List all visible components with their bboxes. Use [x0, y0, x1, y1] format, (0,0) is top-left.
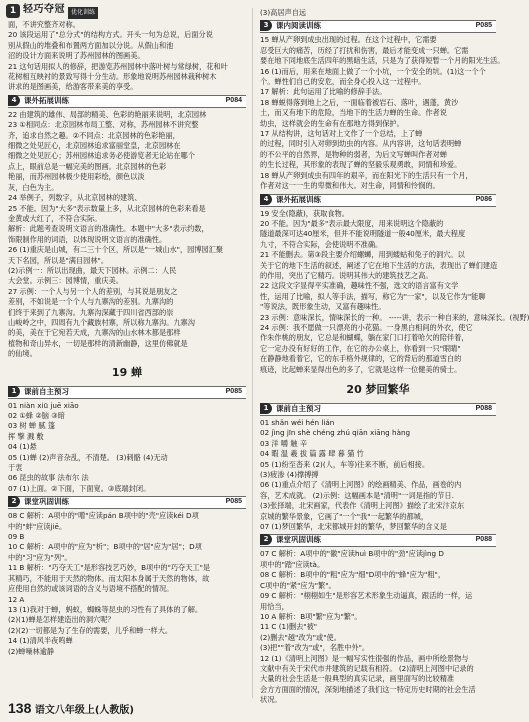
text-line: 九寸，不符合实际，会使说明不准确。: [260, 239, 383, 249]
text-line: 幼虫，这样就会的生命有在那地方得到保护。: [260, 118, 404, 128]
section-page-ref: P085: [225, 387, 242, 395]
header-bar: [4, 2, 244, 20]
text-line: 22 由建筑的雄伟、局部的精美、色彩的艳丽来说明，北京园林: [8, 109, 207, 119]
text-line: 20 不能。因为"最多"表示最大限度，用来说明这个隐蔽的: [260, 218, 444, 228]
text-line: 天下名园，所以是"满目园林"。: [8, 255, 109, 265]
section-number: 3: [260, 20, 272, 31]
text-line: 的不公平的自然界，是物种的弱者，为后文写蝉叫作者对蝉: [260, 149, 447, 159]
text-line: 艳丽，而苏州园林极少使用彩绘，颜色以淡: [8, 172, 145, 182]
section-band-left-2: [8, 386, 246, 399]
text-line: 09 B: [8, 532, 25, 542]
text-line: 27 示例：一个人与另一个人的差别，与其说是朋友之: [8, 286, 178, 296]
text-line: 在静静地看着它，它的东手格外规律的，它的背后的那道雪白的: [260, 354, 462, 364]
right-text-block-b: [260, 35, 505, 191]
text-line: 的过程，同时引入对卵到幼虫的内容。从内容讲，这句话表明蝉: [260, 139, 462, 149]
text-line: 痕迹，比起蝉来显得出色的多了，它就是这样一位健美的骑士。: [260, 364, 462, 374]
text-line: 的生长过程，其形象的表现了蝉的坚毅乐观勇敢，同情和珍爱。: [260, 160, 462, 170]
section-number: 4: [8, 95, 20, 106]
text-line: 点上，眼前总是一幅完美的图画。北京园林的色彩: [8, 161, 167, 171]
section-band-right-3: [260, 403, 496, 416]
section-page-ref: P086: [475, 195, 492, 203]
text-line: 12 (1)《清明上河图》是一幅写实性很强的作品，画中所绘景物与: [260, 653, 469, 663]
text-line: 12 A: [8, 594, 25, 604]
text-line: 文献中有关于宋代市井建筑的记载有相符。 (2)清明上河图中记录的: [260, 663, 474, 673]
text-line: 25 不能。因为"大多"表示数量上多，从北京园林的色彩来看是: [8, 203, 206, 213]
section-number: 4: [260, 194, 272, 205]
section-number: 1: [260, 403, 272, 414]
left-text-block-b: [8, 110, 246, 360]
text-line: 08 C 解析：B项中的"粗"应为"细"D项中的"蜂"应为"粗"，: [260, 570, 446, 580]
text-line: 细微之处见匠心；苏州园林追求务必使游览者无论站在哪个: [8, 151, 195, 161]
section-number: 2: [8, 496, 20, 507]
text-line: 差别，不如说是一个个人与九寨沟的差别。九寨沟的: [8, 297, 174, 307]
text-line: 土，而又有地下的危险，当地下的生活力蝉的生命。作者说: [260, 108, 447, 118]
text-line: 的仙境。: [8, 349, 37, 359]
text-line: 07 (1)上面。②下面，下面宽。③底端封闭。: [8, 483, 151, 493]
text-line: (2)(2)一切都是为了生存的需要，儿乎和蝉一样大。: [8, 625, 173, 635]
left-column: [8, 20, 246, 657]
text-line: 挥 擎 溅 敷: [8, 431, 44, 441]
text-line: 它一定办没有好好的工作，在它的办公桌上，你看到一只"眼睛": [260, 343, 461, 353]
text-line: 植物和奇山异水，一切是那样的清新幽静，这里仿佛就是: [8, 338, 188, 348]
text-line: 应使用自然的或该词语的含义与语境不搭配的情况。: [8, 584, 174, 594]
text-line: 14 (1)清风半夜鸣蝉: [8, 636, 73, 646]
text-line: 个。蝉性们自己的安危，而全身心投入这一过程中。: [260, 77, 426, 87]
left-text-block-a: [8, 20, 246, 93]
section-title: 课堂巩固训练: [24, 497, 69, 507]
text-line: 16 (1)而后，用来在地面上做了一个小坑，一个安全的坑。(1)这一个个: [260, 66, 486, 76]
text-line: 23 ①相同点：北京园林布局工整、对称，苏州园林不讲究整: [8, 120, 199, 130]
text-line: 06 (1)重点介绍了《清明上河图》的绘画精美、作品，画卷的内: [260, 480, 462, 490]
text-line: 沼的设计方面来说明了苏州园林的图画美。: [8, 51, 145, 61]
text-line: 23 示例：意味深长，情味深长的一种。 -----讲，表示一种自来的，意味深长。(视野): [260, 312, 529, 322]
text-line: 01 niàn xiū juē xiāo: [8, 400, 79, 410]
text-line: 17 解析：此句运用了比喻的修辞手法。: [260, 87, 387, 97]
text-line: 19 安全(隐蔽)，获取食物。: [260, 208, 349, 218]
section-title: 课前自主预习: [276, 404, 321, 413]
section-page-ref: P085: [225, 498, 242, 506]
text-line: 03 洋 嚼 触 辛: [260, 438, 308, 448]
text-line: 15 蝉从产卵到成虫出现的过程。在这个过程中，它需要: [260, 35, 437, 45]
text-line: 面，不讲究整齐对称。: [8, 20, 80, 29]
text-line: "等说法，既形象生动，又富有趣味性。: [260, 302, 386, 312]
text-line: 05 (1)纷至沓来 (2)(人，车等)往来不断，前后相接。: [260, 459, 430, 469]
section-band-left-3: [8, 496, 246, 509]
text-line: 要在地下同地底生活四年的黑暗生活，只是为了获得短暂一个月的阳光生活。: [260, 56, 505, 66]
section-title: 课前自主预习: [24, 386, 69, 396]
text-line: (2)删去"越"改为"或"使。: [260, 632, 341, 642]
text-line: 细微之处见匠心，北京园林追求富丽堂皇，北京园林在: [8, 141, 181, 151]
text-line: 24 举例子，列数字，从北京园林的建筑、: [8, 193, 142, 203]
section-title: 课外拓展训练: [276, 194, 321, 204]
text-line: C项中的"紧"应为"繁"。: [260, 580, 336, 590]
text-line: 会方方面面的情况，深刻地描述了我们这一特定历史时期的社会生活: [260, 684, 476, 694]
text-line: (2)蝉噪林逾静: [8, 646, 55, 656]
text-line: 06 昆虫的故事 法布尔 法: [8, 473, 89, 483]
text-line: 山峻岭之中，四周有九个藏族村寨，所以称九寨沟。九寨沟: [8, 317, 195, 327]
text-line: 作朱作桃的朋友，它总是和蝴蝶，躺在家门口打着哈欠的陪伴着，: [260, 333, 469, 343]
left-text-block-d: [8, 511, 246, 657]
text-line: 26 (1)重庆是山城，有二三十个区，所以是"一城山水"，园博园汇聚: [8, 245, 224, 255]
text-line: (3)张择端，北宋画家，代表作《清明上河图》描绘了北宋汴京东: [260, 501, 465, 511]
left-text-block-c: [8, 401, 246, 495]
text-line: 们终于来到了九寨沟。九寨沟深藏于四川省西部的崇: [8, 307, 174, 317]
text-line: 18 蝉从产卵到成虫有四年的艰辛，而在阳光下的生活只有一个月，: [260, 170, 473, 180]
text-line: 其精巧，不能用于天然的物体。而太阳本身属于天然的物体，故: [8, 573, 210, 583]
text-line: 项中的"踏"应读tà。: [260, 559, 325, 569]
text-line: 07 (1)梦回繁华，北宋都城开封的繁华，梦回繁华的含义是: [260, 522, 447, 532]
text-line: 隧道最深可达40厘米，但并不能说明隧道一般40厘米，最大程度: [260, 229, 466, 239]
text-line: 24 示例：我不愿做一只漂亮的小花猫。一身黑白相间的外衣，使它: [260, 322, 473, 332]
text-line: 于衷: [8, 463, 23, 473]
text-line: 中的"蚌"应读jiē。: [8, 521, 67, 531]
text-line: 03 树 蝉 腻 篷: [8, 421, 56, 431]
text-line: 容，艺术成就。 (2)示例：这幅画本是"清明"一词是指的节日.: [260, 490, 454, 500]
text-line: 中的"习"应为"列"。: [8, 552, 72, 562]
section-band-right-1: [260, 20, 496, 33]
text-line: 作者对这一一生的卑微和伟大。对生命，同情和怜悯的。: [260, 181, 440, 191]
text-line: 10 C 解析：A项中的"应为"析"；B项中的"居"应为"居"；D项: [8, 542, 202, 552]
right-column: [260, 8, 529, 706]
text-line: 大会堂。示例三：园博情，重庆美。: [8, 276, 124, 286]
section-band-left-1: [8, 95, 246, 108]
right-text-block-d: [260, 418, 496, 532]
section-page-ref: P088: [475, 405, 492, 412]
brand-title: 轻巧夺冠: [23, 4, 65, 15]
section-page-ref: P088: [475, 536, 492, 544]
text-line: 13 (1)我对于蝉，蚂蚁，蜘蛛等昆虫的习性有了具体的了解。: [8, 604, 203, 614]
text-line: 02 jìng jīn shè chéng zhú qiān xiāng hàng: [260, 428, 411, 438]
text-line: 11 C (1)删去"被": [260, 622, 318, 632]
text-line: (2)(1)蝉是怎样建造出的洞穴呢？: [8, 615, 115, 625]
text-line: 07 C 解析：A项中的"徽"应读huì B项中的"劲"应读jìng D: [260, 549, 444, 559]
text-line: 22 这段文字显得平实准确，趣味性不强，选文的语言富有文学: [260, 281, 459, 291]
text-line: 关于它的地下生活的叙述，阐述了它在地下生活的方法，表现出了蝉们建造: [260, 260, 498, 270]
text-line: 大量的社会生活是一般典型的真实记录，画里面写的比较精准: [260, 674, 455, 684]
text-line: (3)疲渗 (4)撑搏搏: [260, 470, 319, 480]
section-page-ref: P084: [225, 96, 242, 104]
text-line: (3)高居声自远: [260, 8, 307, 17]
section-number: 2: [260, 534, 272, 545]
text-line: 21 这句话用拟人的修辞，把游览苏州园林中落叶树与常绿树，花和叶: [8, 61, 228, 71]
page-footer: [8, 700, 134, 716]
text-line: 齐，追求自然之趣。②不同点：北京园林的色彩艳丽，: [8, 130, 180, 140]
text-line: 饰限制作用的词语，以体现说明文语言的准确性。: [8, 234, 167, 244]
section-title: 课堂巩固训练: [276, 535, 321, 545]
text-line: 18 蝉蜕得落到地上之后，一面临着被岩石、落叶，遇蓬，黄沙: [260, 97, 459, 107]
text-line: 状况。: [260, 695, 282, 705]
section-title: 课外拓展训练: [24, 95, 69, 105]
section-band-right-4: [260, 534, 496, 547]
brand-logo-icon: 1: [6, 4, 20, 18]
text-line: 性，运用了比喻，拟人等手法，描写，称它为"一家"，以及它作为"能聊: [260, 291, 486, 301]
lesson-title: 20 梦回繁华: [346, 383, 410, 396]
brand-subtitle: 优化训练: [68, 7, 98, 19]
page-number: 138: [8, 700, 32, 716]
text-line: 讲求的是图画美，给游客带来美的享受。: [8, 82, 138, 92]
text-line: 11 B 解析："巧夺天工"是形容技艺巧妙，B项中的"巧夺天工"是: [8, 563, 211, 573]
text-line: 的美，美在于它宛若天成，九寨沟的山水林木都是那样: [8, 328, 181, 338]
text-line: (3)把""着"改为"或"，名胜中外"。: [260, 643, 370, 653]
text-line: 的作用，突出了它精巧。说明其伟大的建筑技艺之高。: [260, 270, 433, 280]
text-line: 01 shǎn wéi hén lián: [260, 418, 335, 427]
text-line: 04 暇 温 羲 拔 篇 露 肆 暮 猫 竹: [260, 449, 364, 459]
text-line: 用恰当，: [260, 601, 289, 611]
text-line: 05 (1)蝉 (2)声音杂乱，不清楚。 (3)刺骼 (4)无动: [8, 452, 168, 462]
right-text-block-c: [260, 208, 529, 376]
text-line: 金黄或大红了，不符合实际。: [8, 213, 102, 223]
text-line: 17 从结构讲，这句话对上文作了一个总结，上了蝉: [260, 129, 423, 139]
text-line: 09 C 解析："栩栩如生"是形容艺术形象生动逼真，跟活的一样，运: [260, 591, 473, 601]
section-title: 课内阅读训练: [276, 21, 321, 31]
text-line: 解析：此题考查说明文语言的准确性。本题中"大多"表示约数，: [8, 224, 209, 234]
text-line: 10 A 解析：B项"繁"应为"繁"。: [260, 611, 362, 621]
book-title: 语文八年级上(人教版): [34, 705, 134, 716]
text-line: 京城的繁华景象，它画了"一个"我"一起繁华的都城，: [260, 511, 429, 521]
text-line: 02 ①蜂 ②脑 ③暗: [8, 411, 65, 420]
text-line: 灰，白色为主。: [8, 182, 59, 192]
right-text-block-a: [260, 8, 496, 18]
text-line: 忍受巨大的痛苦，历经了打扰和伤害，最后才能变成一只蝉。它需: [260, 45, 469, 55]
text-line: 别从假山的堆叠和布置两方面加以分说。从假山和池: [8, 40, 174, 50]
section-number: 1: [8, 386, 20, 397]
text-line: 08 C 解析：A项中的"噌"应读pán B项中的"壳"应读kéi D项: [8, 511, 199, 521]
column-divider: [252, 8, 253, 698]
text-line: (2)示例一：所以出现曲，最天下园林。示例二：人民: [8, 265, 177, 275]
text-line: 20 该段运用了"总分式"的结构方式。开头一句为总说，后面分说: [8, 30, 213, 40]
section-band-right-2: [260, 194, 496, 207]
text-line: 21 不能删去。第③段主要介绍螺蛳，用到蝼蛄和兔子的洞穴。以: [260, 250, 465, 260]
lesson-title: 19 蝉: [111, 365, 143, 379]
text-line: 花树相互映衬的景致写得十分生动。形象地说明苏州园林栽种树木: [8, 72, 217, 82]
text-line: 04 (1)悬: [8, 442, 37, 452]
right-text-block-e: [260, 549, 496, 705]
section-page-ref: P085: [475, 22, 492, 30]
